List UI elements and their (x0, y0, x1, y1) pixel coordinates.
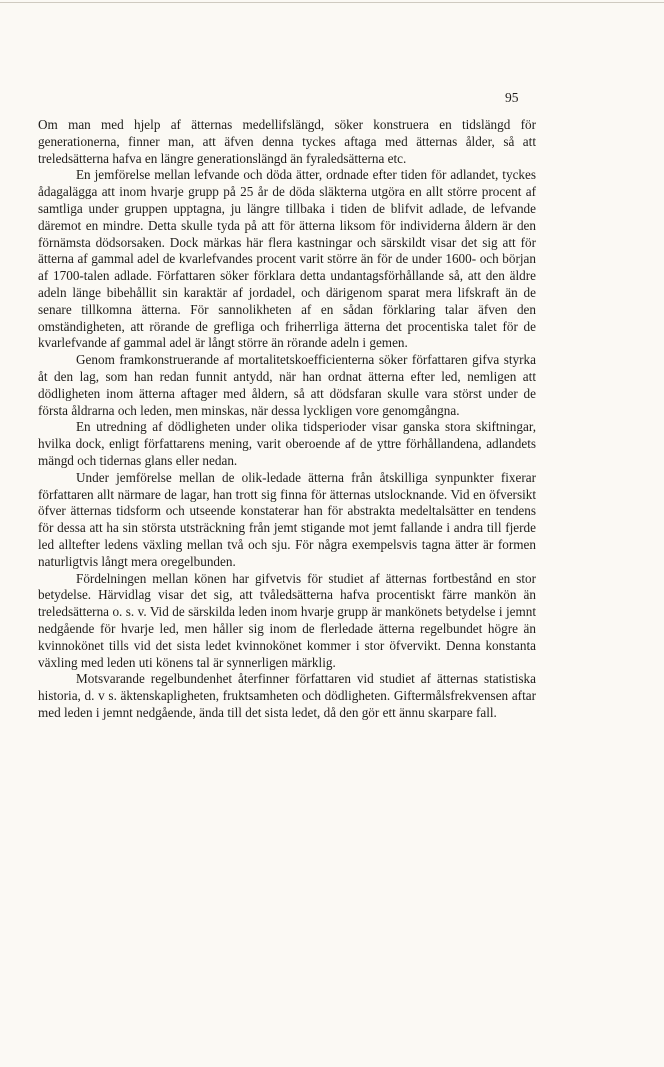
body-text (38, 117, 536, 722)
paragraph: En utredning af dödligheten under olika tidsperioder visar ganska stora skiftningar, hvilka dock, enligt författarens mening, varit oberoende af de yttre förhållandena, adlandets mängd och tidernas glans eller nedan. (38, 419, 536, 468)
paragraph: Under jemförelse mellan de olik-ledade ätterna från åtskilliga synpunkter fixerar författaren allt närmare de lagar, han trott sig finna för ätternas utslocknande. Vid en öfversikt öfver ätternas tidsform och utseende konstaterar han för abstrakta medeltalsätter en tendens för dessa att ha sin största utsträckning från jemt stigande mot jemt fallande i andra till fjerde led alltefter ledens växling mellan två och sju. För några exempelsvis tagna ätter är formen naturligtvis långt mera oregelbunden. (38, 469, 536, 569)
paragraph: En jemförelse mellan lefvande och döda ätter, ordnade efter tiden för adlandet, tyckes ådagalägga att inom hvarje grupp på 25 år de döda släkterna utgöra en allt större procent af samtliga under gruppen upptagna, ju längre tillbaka i tiden de blifvit adlade, de lefvande däremot en mindre. Detta skulle tyda på att för ätterna liksom för individerna åldern är den förnämsta dödsorsaken. Dock märkas här flera kastningar och särskildt visar det sig att för ätterna af gammal adel de kvarlefvandes procent varit större än för de under 1600- och början af 1700-talen adlade. Författaren söker förklara detta undantagsförhållande så, att den äldre adeln länge bibehållit sin karaktär af jordadel, och därigenom sparat mera lifskraft än de senare tillkomna ätterna. För sannolikheten af en sådan förklaring talar äfven den omständigheten, att rörande de grefliga och friherrliga ätterna det procentiska talet för de kvarlefvande af gammal adel är långt större än rörande adeln i gemen. (38, 167, 536, 351)
paragraph: Motsvarande regelbundenhet återfinner författaren vid studiet af ätternas statistiska historia, d. v s. äktenskapligheten, fruktsamheten och dödligheten. Giftermålsfrekvensen aftar med leden i jemnt nedgående, ända till det sista ledet, då den gör ett ännu skarpare fall. (38, 671, 536, 720)
paragraph: Fördelningen mellan könen har gifvetvis för studiet af ätternas fortbestånd en stor betydelse. Härvidlag visar det sig, att tvåledsätterna hafva procentiskt färre mankön än treledsätterna o. s. v. Vid de särskilda leden inom hvarje grupp är mankönets betydelse i jemnt nedgående för hvarje led, men håller sig inom de flerledade ätterna regelbundet högre än kvinnokönet tills vid det sista ledet kvinnokönet kommer i stor öfvervikt. Denna konstanta växling med leden uti könens tal är synnerligen märklig. (38, 570, 536, 670)
top-rule (0, 2, 664, 3)
page-number: 95 (505, 90, 519, 105)
paragraph: Om man med hjelp af ätternas medellifslängd, söker konstruera en tidslängd för generationerna, finner man, att äfven denna tyckes aftaga med ätternas ålder, så att treledsätterna hafva en längre generationslängd än fyraledsätterna etc. (38, 117, 536, 166)
paragraph: Genom framkonstruerande af mortalitetskoefficienterna söker författaren gifva styrka åt den lag, som han redan funnit antydd, när han ordnat ätterna efter led, nemligen att dödligheten inom ätterna aftager med åldern, så att dödsfaran skulle vara störst under de första åldrarna och leden, men minskas, när dessa lyckligen vore genomgångna. (38, 352, 536, 418)
